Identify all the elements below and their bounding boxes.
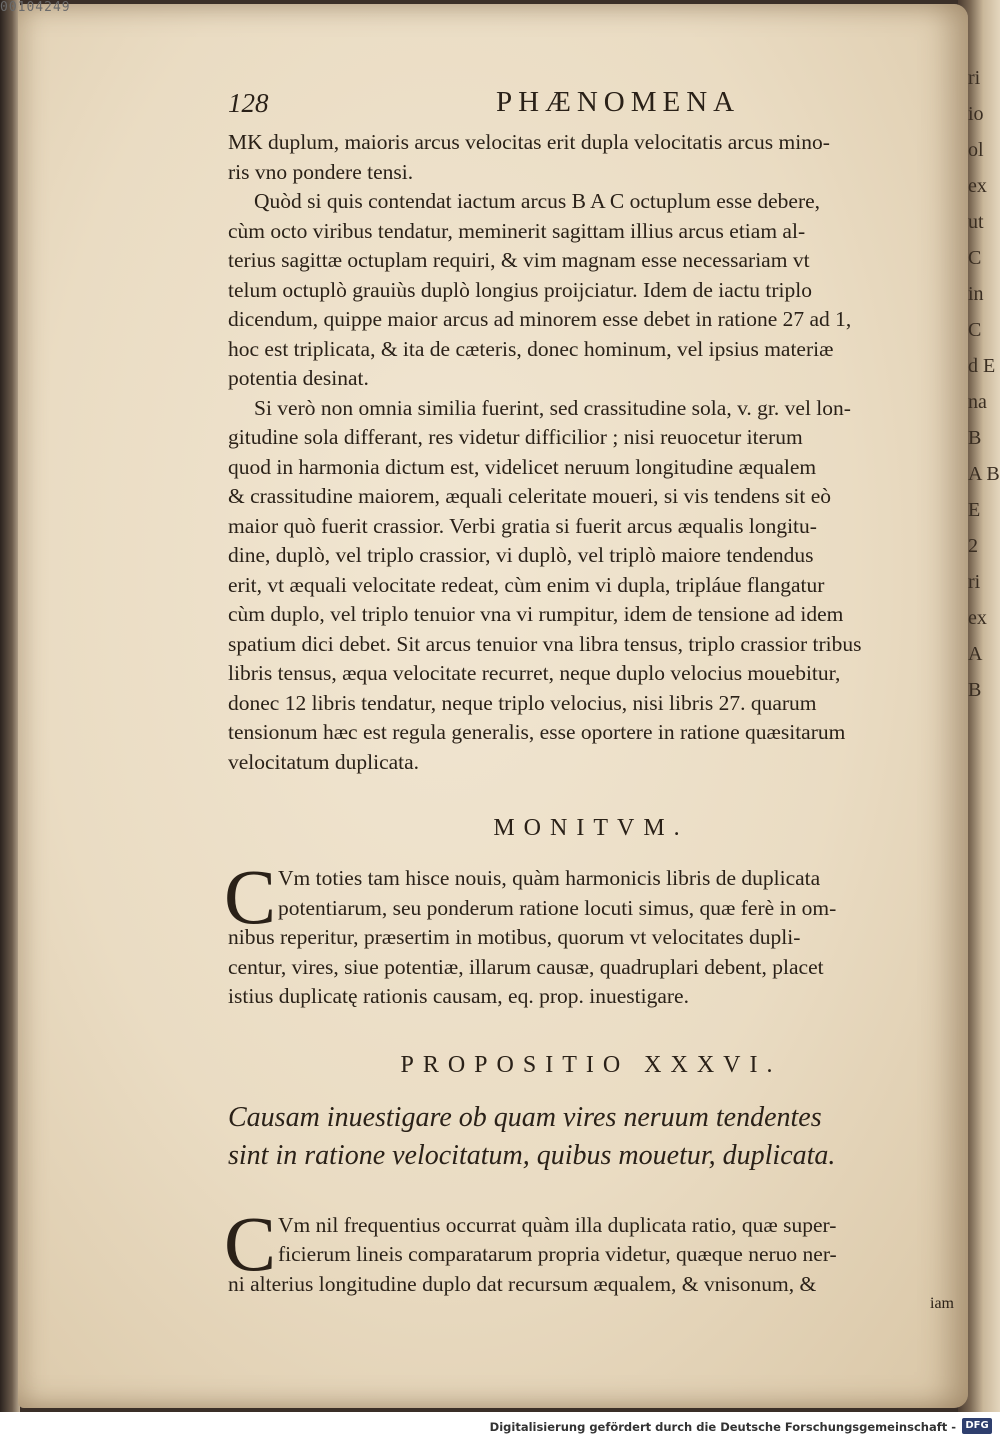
text-line: Vm toties tam hisce nouis, quàm harmonicis libris de duplicata (278, 866, 821, 890)
facing-page-fragment: C (968, 247, 982, 269)
text-line: telum octuplò grauiùs duplò longius proijciatur. Idem de iactu triplo (228, 277, 812, 302)
text-line: erit, vt æquali velocitate redeat, cùm enim vi dupla, tripláue flangatur (228, 572, 825, 597)
facing-page-fragment: 2 (968, 535, 978, 557)
text-line: cùm octo viribus tendatur, meminerit sagittam illius arcus etiam al- (228, 218, 806, 243)
text-line: cùm duplo, vel triplo tenuior vna vi rumpitur, idem de tensione ad idem (228, 602, 844, 626)
book-edge (0, 0, 20, 1412)
title-line: sint in ratione velocitatum, quibus mouetur, duplicata. (228, 1139, 836, 1171)
text-line: potentia desinat. (228, 366, 369, 390)
text-line: maior quò fuerit crassior. Verbi gratia si fuerit arcus æqualis longitu- (228, 513, 817, 538)
text-line: potentiarum, seu ponderum ratione locuti simus, quæ ferè in om- (278, 895, 837, 920)
monitum-heading: MONITVM. (493, 815, 689, 841)
facing-page-fragment: ri (968, 67, 981, 89)
text-line: velocitatum duplicata. (228, 749, 420, 774)
facing-page-fragments (968, 60, 1000, 1360)
facing-page-fragment: ri (968, 571, 981, 593)
text-line: ficierum lineis comparatarum propria videtur, quæque neruo ner- (278, 1242, 837, 1266)
facing-page-fragment: E (968, 499, 981, 521)
text-line: Si verò non omnia similia fuerint, sed crassitudine sola, v. gr. vel lon- (254, 395, 851, 420)
catalog-stamp: 00104249 (0, 0, 71, 15)
drop-capital: C (224, 1199, 277, 1287)
facing-page-fragment: ex (968, 175, 987, 197)
text-line: donec 12 libris tendatur, neque triplo velocius, nisi libris 27. quarum (228, 690, 817, 715)
page-header (228, 86, 954, 128)
text-line: nibus reperitur, præsertim in motibus, quorum vt velocitates dupli- (228, 925, 801, 949)
facing-page-fragment: ut (968, 211, 984, 233)
text-line: dine, duplò, vel triplo crassior, vi duplò, vel triplò maiore tendendus (228, 543, 814, 567)
text-line: istius duplicatę rationis causam, eq. prop. inuestigare. (228, 984, 689, 1008)
monitum-paragraph (224, 853, 954, 1012)
facing-page-fragment: B (968, 427, 982, 449)
text-line: Quòd si quis contendat iactum arcus B A C octuplum esse debere, (254, 189, 821, 213)
text-line: quod in harmonia dictum est, videlicet neruum longitudine æqualem (228, 454, 817, 479)
facing-page-fragment: B (968, 679, 982, 701)
facing-page-fragment: in (968, 283, 984, 305)
text-line: tensionum hæc est regula generalis, esse oportere in ratione quæsitarum (228, 720, 846, 744)
text-line: spatium dici debet. Sit arcus tenuior vna libra tensus, triplo crassior tribus (228, 631, 862, 656)
dfg-logo: DFG (962, 1418, 992, 1434)
proposition-title (228, 1099, 954, 1175)
catchword: iam (930, 1295, 954, 1312)
text-line: ris vno pondere tensi. (228, 159, 414, 184)
paragraph-1 (228, 128, 954, 187)
text-line: MK duplum, maioris arcus velocitas erit dupla velocitatis arcus mino- (228, 130, 830, 154)
text-line: Vm nil frequentius occurrat quàm illa duplicata ratio, quæ super- (278, 1212, 837, 1237)
running-title: PHÆNOMENA (496, 86, 741, 118)
funding-credit: Digitalisierung gefördert durch die Deutsche Forschungsgemeinschaft - (489, 1420, 956, 1434)
facing-page-fragment: d E (968, 355, 996, 377)
title-line: Causam inuestigare ob quam vires neruum tendentes (228, 1101, 822, 1133)
page-number: 128 (228, 88, 269, 118)
text-line: & crassitudine maiorem, æquali celeritate moueri, si vis tendens sit eò (228, 484, 832, 508)
facing-page-fragment: ol (968, 139, 984, 161)
text-line: dicendum, quippe maior arcus ad minorem esse debet in ratione 27 ad 1, (228, 307, 852, 331)
text-line: centur, vires, siue potentiæ, illarum causæ, quadruplari debent, placet (228, 954, 824, 979)
facing-page-fragment: C (968, 319, 982, 341)
paragraph-2 (228, 187, 954, 394)
facing-page-fragment: na (968, 391, 987, 413)
proposition-paragraph (224, 1199, 954, 1314)
facing-page-fragment: A (968, 643, 983, 665)
text-line: ni alterius longitudine duplo dat recursum æqualem, & vnisonum, & (228, 1271, 817, 1296)
text-line: hoc est triplicata, & ita de cæteris, donec hominum, vel ipsius materiæ (228, 336, 834, 361)
paragraph-3 (228, 394, 954, 778)
text-line: libris tensus, æqua velocitate recurret, neque duplo velocius mouebitur, (228, 661, 841, 685)
facing-page-fragment: A B (968, 463, 1000, 485)
facing-page-fragment: io (968, 103, 984, 125)
text-line: terius sagittæ octuplam requiri, & vim magnam esse necessariam vt (228, 248, 810, 272)
text-line: gitudine sola differant, res videtur difficilior ; nisi reuocetur iterum (228, 425, 803, 449)
footer-bar (0, 1412, 1000, 1442)
drop-capital: C (224, 853, 277, 940)
proposition-heading: PROPOSITIO XXXVI. (400, 1051, 782, 1078)
page-content (224, 86, 954, 1313)
facing-page-fragment: ex (968, 607, 987, 629)
